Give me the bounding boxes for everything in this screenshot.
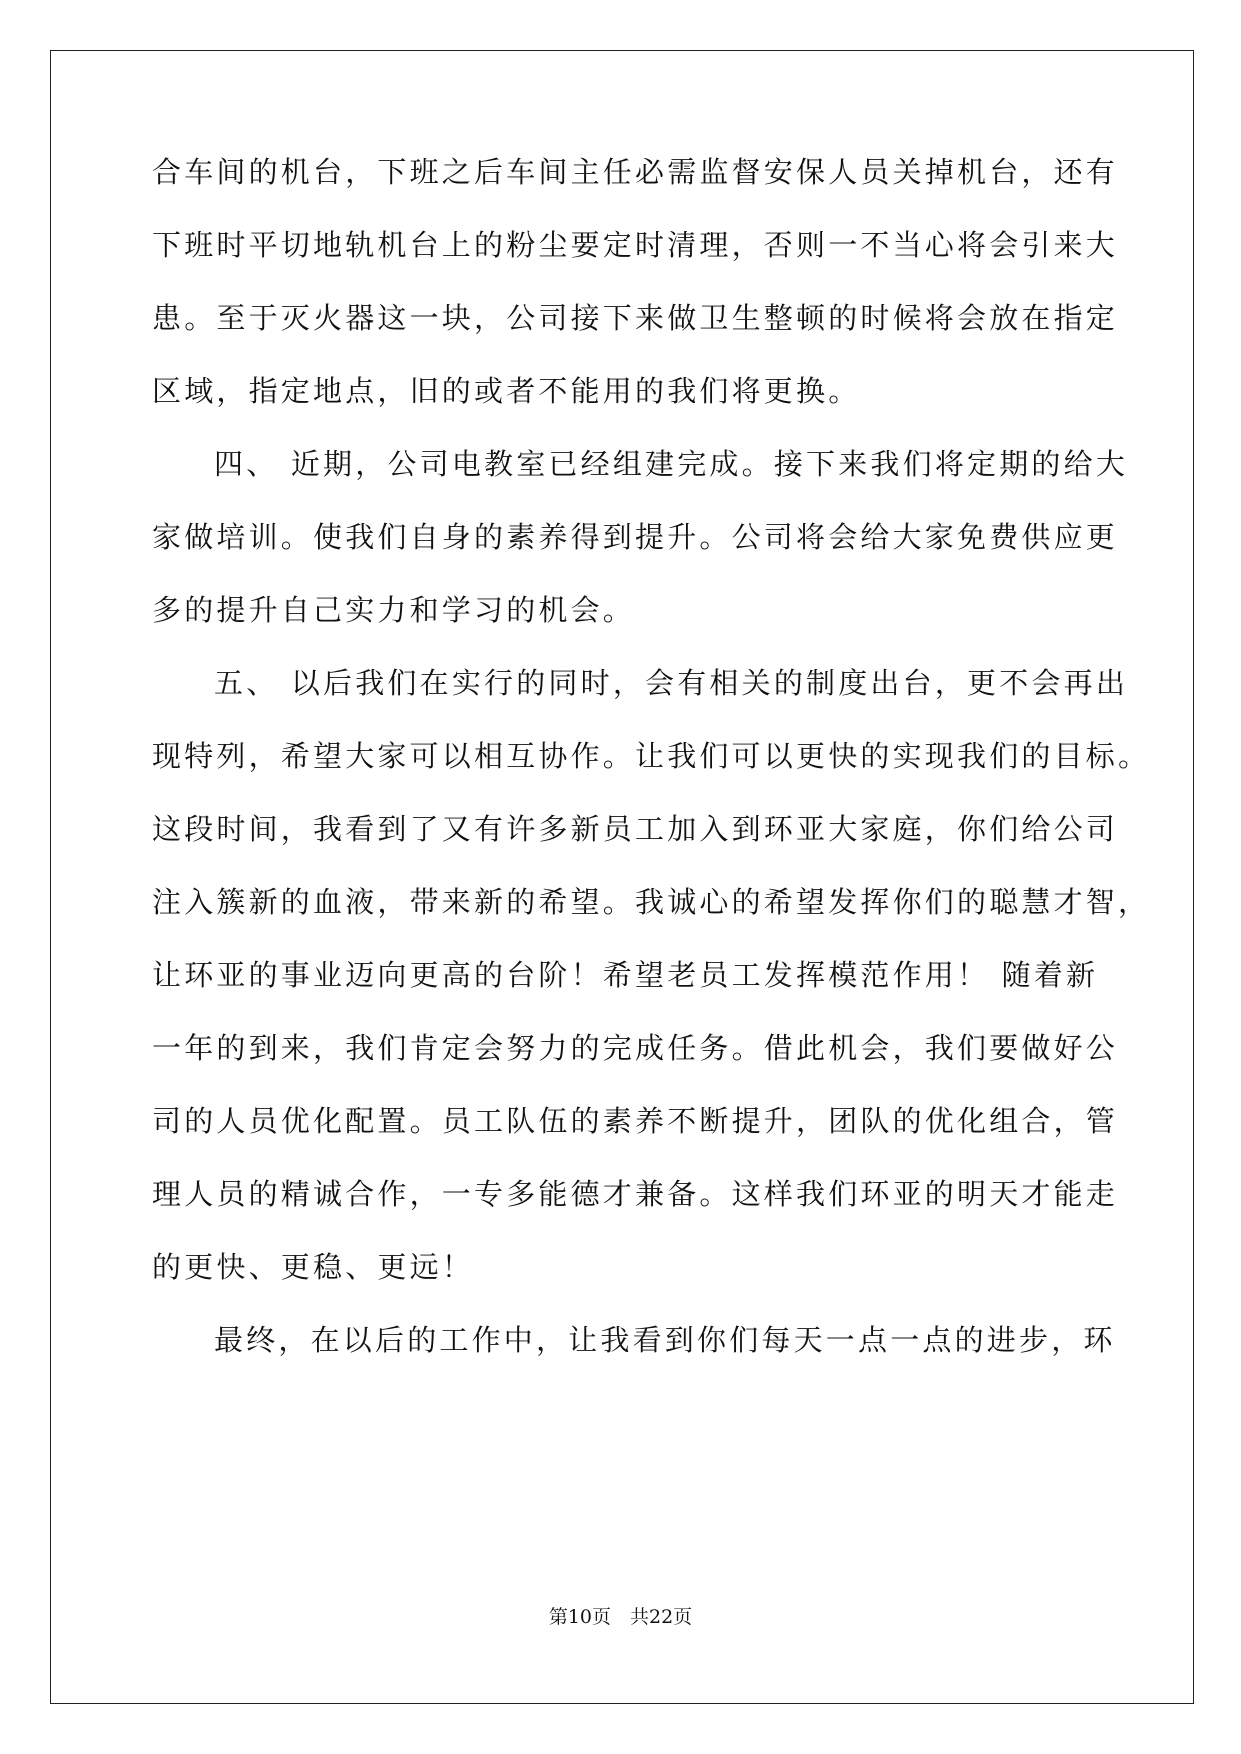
text-line: 家做培训。使我们自身的素养得到提升。公司将会给大家免费供应更: [152, 520, 1119, 554]
text-line: 一年的到来，我们肯定会努力的完成任务。借此机会，我们要做好公: [152, 1031, 1119, 1065]
text-line: 现特列，希望大家可以相互协作。让我们可以更快的实现我们的目标。: [152, 739, 1151, 773]
text-line: 患。至于灭火器这一块，公司接下来做卫生整顿的时候将会放在指定: [152, 301, 1119, 335]
text-line: 下班时平切地轨机台上的粉尘要定时清理，否则一不当心将会引来大: [152, 228, 1119, 262]
text-line: 五、 以后我们在实行的同时，会有相关的制度出台，更不会再出: [214, 666, 1129, 700]
text-line: 最终，在以后的工作中，让我看到你们每天一点一点的进步，环: [214, 1323, 1116, 1357]
text-line: 注入簇新的血液，带来新的希望。我诚心的希望发挥你们的聪慧才智，: [152, 885, 1151, 919]
text-line: 区域，指定地点，旧的或者不能用的我们将更换。: [152, 374, 861, 408]
text-line: 的更快、更稳、更远！: [152, 1250, 475, 1284]
text-line: 理人员的精诚合作，一专多能德才兼备。这样我们环亚的明天才能走: [152, 1177, 1119, 1211]
text-line: 这段时间，我看到了又有许多新员工加入到环亚大家庭，你们给公司: [152, 812, 1119, 846]
text-line: 司的人员优化配置。员工队伍的素养不断提升，团队的优化组合，管: [152, 1104, 1119, 1138]
text-line: 让环亚的事业迈向更高的台阶！希望老员工发挥模范作用！ 随着新: [152, 958, 1099, 992]
text-line: 合车间的机台，下班之后车间主任必需监督安保人员关掉机台，还有: [152, 155, 1119, 189]
text-line: 多的提升自己实力和学习的机会。: [152, 593, 636, 627]
text-line: 四、 近期，公司电教室已经组建完成。接下来我们将定期的给大: [214, 447, 1129, 481]
page-number: 第10页 共22页: [548, 1606, 693, 1628]
